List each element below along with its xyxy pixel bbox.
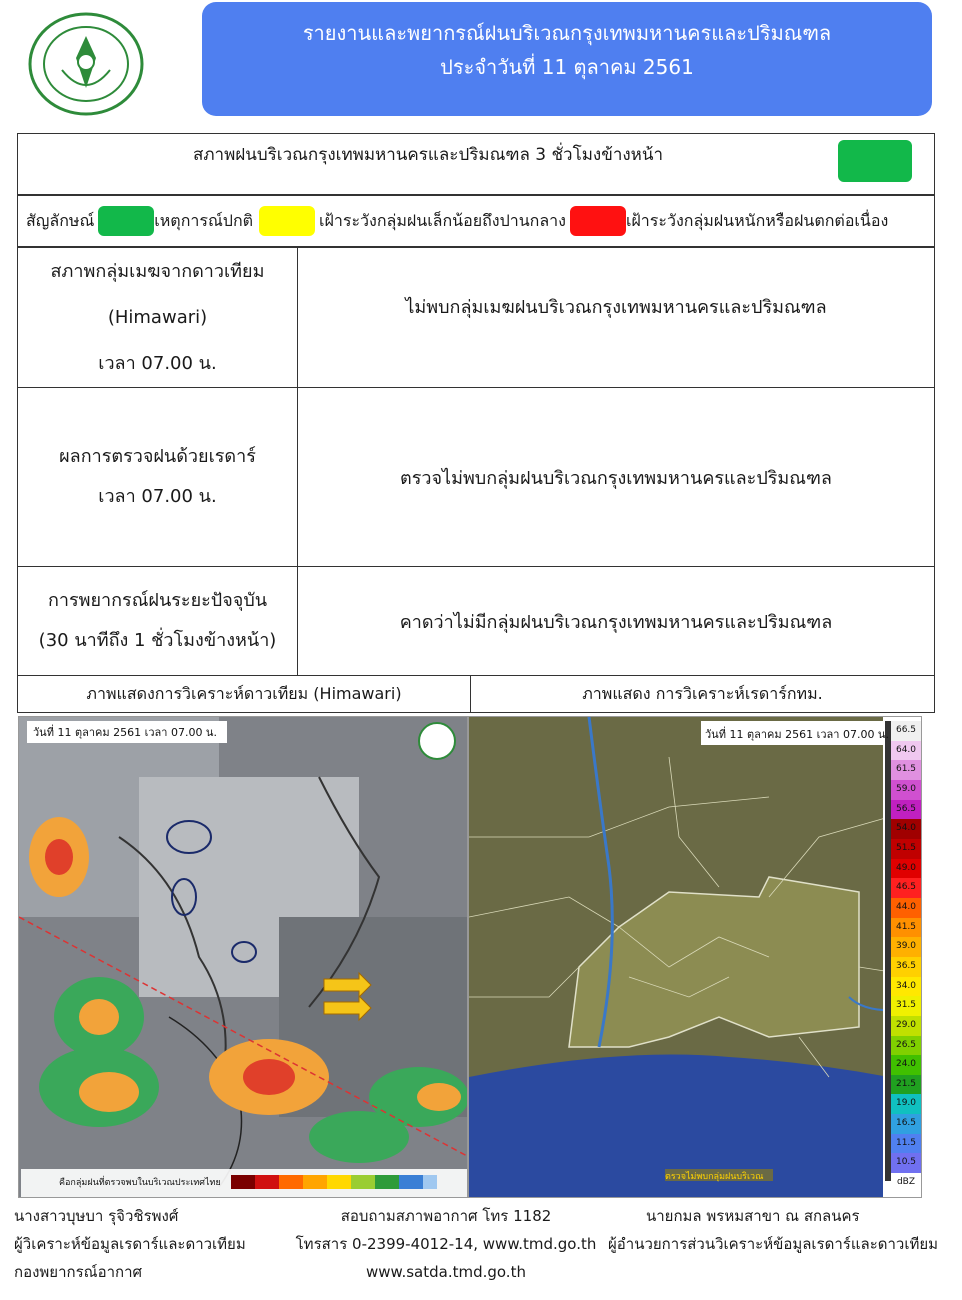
row-satellite-label: [17, 247, 298, 388]
radar-scale-label: 59.0: [891, 780, 921, 800]
radar-scale-label: 66.5: [891, 721, 921, 741]
row-radar-time: เวลา 07.00 น.: [98, 486, 217, 507]
legend-swatch-yellow: [259, 206, 315, 236]
tmd-logo: [22, 10, 150, 118]
legend-label-normal: เหตุการณ์ปกติ: [154, 210, 254, 230]
radar-scale-label: 19.0: [891, 1094, 921, 1114]
radar-scale-label: 24.0: [891, 1055, 921, 1075]
radar-image: [468, 716, 922, 1198]
radar-scale-label: 39.0: [891, 937, 921, 957]
radar-scale-label: 44.0: [891, 898, 921, 918]
legend-label-heavy-rain: เฝ้าระวังกลุ่มฝนหนักหรือฝนตกต่อเนื่อง: [625, 210, 889, 230]
row-satellite-result: [297, 247, 935, 388]
radar-scale-label: 34.0: [891, 977, 921, 997]
report-date: ประจำวันที่ 11 ตุลาคม 2561: [440, 55, 694, 79]
row-nowcast-result-text: คาดว่าไม่มีกลุ่มฝนบริเวณกรุงเทพมหานครและปริมณฑล: [399, 611, 833, 633]
status-row: [17, 133, 935, 195]
legend-swatch-green: [98, 206, 154, 236]
radar-scale-label: 64.0: [891, 741, 921, 761]
contact-website[interactable]: www.satda.tmd.go.th: [366, 1263, 526, 1281]
footer-analyst: [14, 1202, 314, 1286]
satellite-caption-text: ภาพแสดงการวิเคราะห์ดาวเทียม (Himawari): [86, 683, 402, 703]
radar-scale-label: 49.0: [891, 859, 921, 879]
legend-row: [17, 195, 935, 247]
radar-scale-label: dBZ: [891, 1173, 921, 1193]
legend-swatch-red: [570, 206, 626, 236]
radar-note: ตรวจไม่พบกลุ่มฝนบริเวณ: [665, 1172, 764, 1182]
radar-scale-label: 29.0: [891, 1016, 921, 1036]
satellite-image: [18, 716, 468, 1198]
analyst-division: กองพยากรณ์อากาศ: [14, 1263, 143, 1281]
radar-scale-label: 10.5: [891, 1153, 921, 1173]
analyst-role: ผู้วิเคราะห์ข้อมูลเรดาร์และดาวเทียม: [14, 1235, 246, 1253]
footer-director: [608, 1202, 948, 1258]
radar-scale-label: 31.5: [891, 996, 921, 1016]
row-satellite-title: สภาพกลุ่มเมฆจากดาวเทียม: [50, 260, 265, 282]
row-satellite-result-text: ไม่พบกลุ่มเมฆฝนบริเวณกรุงเทพมหานครและปริมณฑล: [405, 297, 827, 318]
row-nowcast-title: การพยากรณ์ฝนระยะปัจจุบัน: [47, 590, 268, 611]
report-title: รายงานและพยากรณ์ฝนบริเวณกรุงเทพมหานครและปริมณฑล: [302, 21, 832, 45]
radar-scale-label: 54.0: [891, 819, 921, 839]
radar-scale-label: 16.5: [891, 1114, 921, 1134]
satellite-caption: [17, 675, 471, 713]
director-name: นายกมล พรหมสาขา ณ สกลนคร: [646, 1207, 860, 1225]
contact-fax-web[interactable]: โทรสาร 0-2399-4012-14, www.tmd.go.th: [295, 1235, 597, 1253]
row-radar-label: [17, 387, 298, 567]
status-indicator: [838, 140, 912, 182]
row-radar-result-text: ตรวจไม่พบกลุ่มฝนบริเวณกรุงเทพมหานครและปริมณฑล: [400, 467, 832, 489]
radar-caption-text: ภาพแสดง การวิเคราะห์เรดาร์กทม.: [582, 683, 823, 703]
row-radar-result: [297, 387, 935, 567]
contact-phone: สอบถามสภาพอากาศ โทร 1182: [340, 1207, 552, 1225]
row-nowcast-range: (30 นาทีถึง 1 ชั่วโมงข้างหน้า): [38, 630, 277, 651]
radar-caption: [470, 675, 935, 713]
row-radar-title: ผลการตรวจฝนด้วยเรดาร์: [59, 446, 256, 467]
row-satellite-time: เวลา 07.00 น.: [98, 352, 217, 374]
row-nowcast-result: [297, 566, 935, 676]
radar-scale-label: 26.5: [891, 1036, 921, 1056]
radar-dbz-scale: [891, 721, 921, 1193]
satellite-legend-note: คือกลุ่มฝนที่ตรวจพบในบริเวณประเทศไทย: [59, 1178, 221, 1188]
legend-title: สัญลักษณ์: [26, 210, 95, 230]
director-role: ผู้อำนวยการส่วนวิเคราะห์ข้อมูลเรดาร์และดาวเทียม: [608, 1235, 939, 1253]
analyst-name: นางสาวบุษบา รุจิวชิรพงศ์: [14, 1207, 179, 1225]
radar-scale-label: 36.5: [891, 957, 921, 977]
radar-scale-label: 51.5: [891, 839, 921, 859]
radar-scale-label: 61.5: [891, 760, 921, 780]
footer-contact: [286, 1202, 606, 1286]
radar-scale-label: 56.5: [891, 800, 921, 820]
row-satellite-source: (Himawari): [107, 306, 208, 328]
legend-label-light-rain: เฝ้าระวังกลุ่มฝนเล็กน้อยถึงปานกลาง: [319, 210, 566, 230]
row-nowcast-label: [17, 566, 298, 676]
radar-scale-label: 46.5: [891, 878, 921, 898]
radar-scale-label: 41.5: [891, 918, 921, 938]
radar-scale-label: 21.5: [891, 1075, 921, 1095]
satellite-timestamp: วันที่ 11 ตุลาคม 2561 เวลา 07.00 น.: [33, 726, 217, 739]
status-label: สภาพฝนบริเวณกรุงเทพมหานครและปริมณฑล 3 ชั่วโมงข้างหน้า: [192, 144, 664, 165]
report-header-banner: [202, 2, 932, 116]
radar-timestamp: วันที่ 11 ตุลาคม 2561 เวลา 07.00 น.: [705, 728, 889, 741]
radar-scale-label: 11.5: [891, 1134, 921, 1154]
